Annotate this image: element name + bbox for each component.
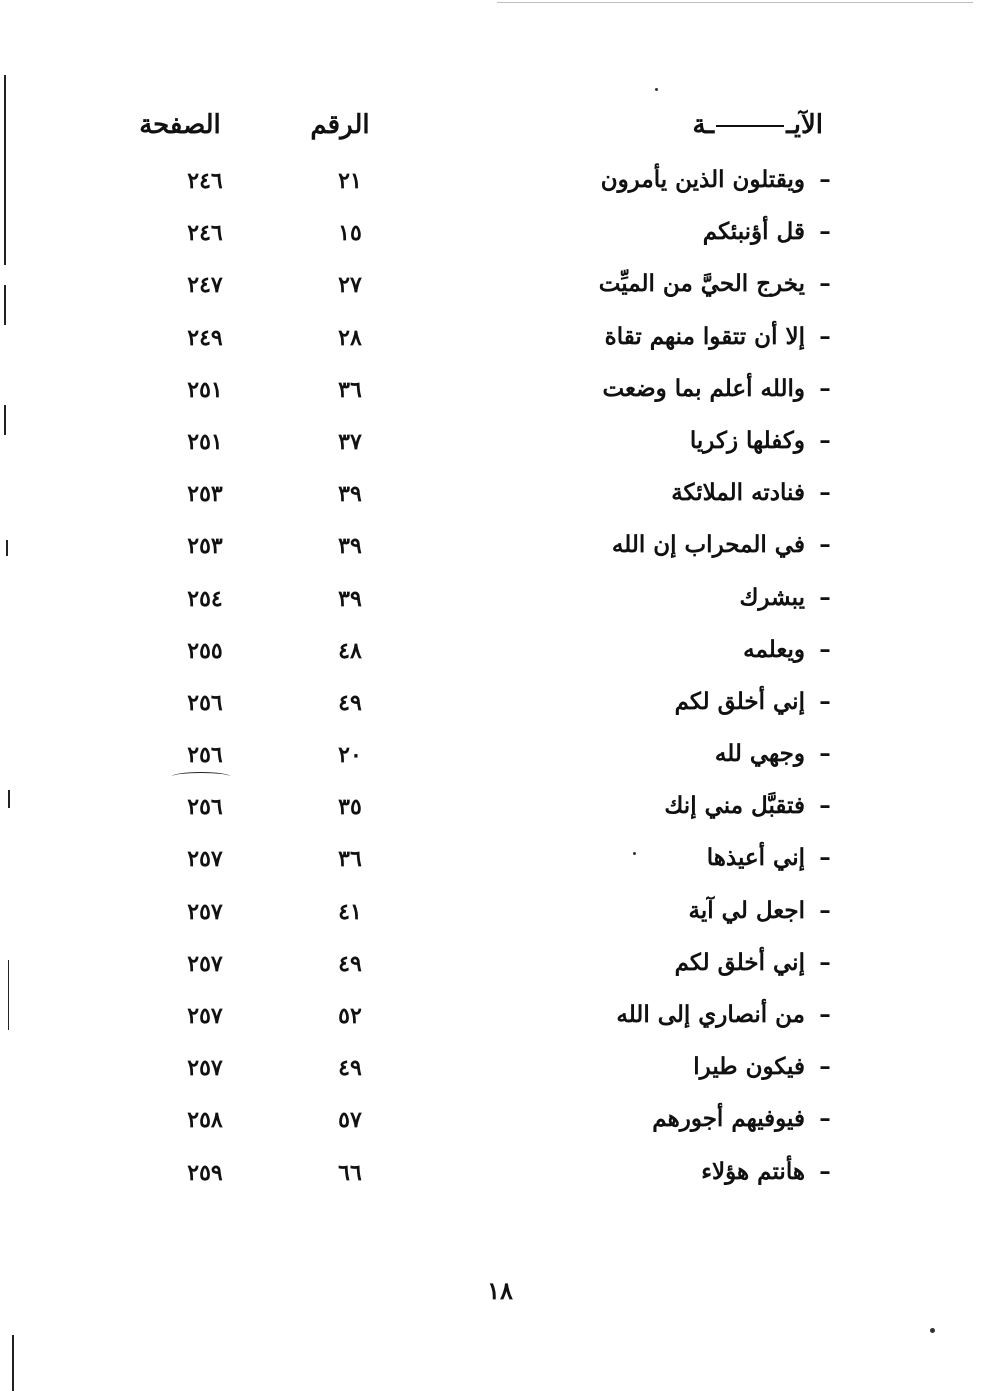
- header-verse-start: الآيـ: [786, 110, 823, 140]
- verse-text: وجهي لله: [714, 740, 805, 768]
- dash: –: [819, 687, 831, 715]
- header-verse-end: ـة: [692, 110, 715, 140]
- dash: –: [819, 1157, 831, 1185]
- verse-text: هأنتم هؤلاء: [701, 1157, 805, 1185]
- speck: [655, 88, 658, 91]
- table-row: [0, 995, 995, 1047]
- edge-mark: [12, 1335, 14, 1391]
- table-row: [0, 682, 995, 734]
- verse-number: ٦٦: [338, 1159, 362, 1186]
- table-row: [0, 160, 995, 212]
- verse-cell: [693, 1053, 837, 1080]
- page-ref: ٢٥٤: [187, 585, 223, 612]
- table-row: [0, 317, 995, 369]
- verse-text: إلا أن تتقوا منهم تقاة: [604, 322, 805, 350]
- verse-number: ٤٩: [338, 689, 362, 716]
- table-row: [0, 369, 995, 421]
- verse-cell: [701, 1158, 837, 1185]
- page-number: ١٨: [487, 1276, 513, 1305]
- verse-text: ويعلمه: [743, 635, 805, 663]
- page-ref: ٢٥٥: [187, 637, 223, 664]
- verse-text: وكفلها زكريا: [689, 426, 805, 454]
- pen-curve-mark: [172, 772, 230, 781]
- dash: –: [819, 166, 831, 193]
- verse-text: فيكون طيرا: [693, 1053, 805, 1081]
- dash: –: [819, 948, 831, 976]
- verse-text: يخرج الحيَّ من الميِّت: [598, 270, 805, 298]
- verse-cell: [703, 218, 837, 245]
- verse-number: ٢٨: [338, 324, 362, 351]
- verse-number: ٣٩: [338, 585, 362, 612]
- page-ref: ٢٥٩: [187, 1159, 223, 1186]
- dash: –: [819, 218, 831, 246]
- dash: –: [819, 322, 831, 350]
- verse-cell: [605, 323, 837, 350]
- verse-text: ويقتلون الذين يأمرون: [600, 166, 805, 193]
- speck: [930, 1328, 935, 1333]
- dash: –: [819, 844, 831, 872]
- page-ref: ٢٥٧: [187, 1003, 223, 1029]
- header-verse-stretch: [716, 125, 784, 127]
- verse-cell: [675, 949, 837, 976]
- verse-number: ٤٨: [338, 637, 362, 664]
- verse-number: ٣٩: [338, 481, 362, 508]
- verse-number: ٣٩: [338, 533, 362, 560]
- dash: –: [819, 1105, 831, 1133]
- verse-text: في المحراب إن الله: [611, 531, 805, 559]
- verse-number: ٢٧: [338, 272, 362, 299]
- verse-text: إني أخلق لكم: [674, 687, 805, 715]
- verse-number: ٤٩: [338, 1055, 362, 1082]
- table-row: [0, 891, 995, 943]
- dash: –: [819, 426, 831, 454]
- verse-cell: [689, 897, 837, 924]
- verse-text: فتقبَّل مني إنك: [664, 792, 805, 820]
- verse-cell: [602, 375, 837, 402]
- table-row: [0, 212, 995, 264]
- page-ref: ٢٥٣: [187, 533, 223, 560]
- page-ref: ٢٤٦: [187, 168, 223, 194]
- table-row: [0, 1152, 995, 1204]
- verse-text: والله أعلم بما وضعت: [602, 374, 805, 402]
- page-ref: ٢٥٦: [187, 742, 223, 769]
- verse-number: ٢١: [338, 168, 362, 194]
- dash: –: [819, 635, 831, 663]
- page-ref: ٢٥٨: [187, 1107, 223, 1134]
- verse-number: ٤١: [338, 898, 362, 925]
- top-rule: [497, 2, 973, 3]
- verse-text: فنادته الملائكة: [671, 479, 805, 507]
- page-ref: ٢٥٦: [187, 689, 223, 716]
- verse-number: ٣٥: [338, 794, 362, 821]
- verse-cell: [671, 479, 837, 506]
- table-row: [0, 838, 995, 890]
- table-row: [0, 264, 995, 316]
- verse-number: ١٥: [338, 220, 362, 247]
- table-row: [0, 1099, 995, 1151]
- page-ref: ٢٥٦: [187, 794, 223, 821]
- verse-text: قل أؤنبئكم: [702, 218, 805, 246]
- verse-cell: [707, 844, 837, 871]
- table-row: [0, 786, 995, 838]
- page-ref: ٢٥٧: [187, 846, 223, 873]
- verse-text: يبشرك: [739, 583, 805, 611]
- verse-cell: [715, 740, 837, 767]
- page-ref: ٢٥١: [187, 428, 223, 455]
- table-row: [0, 578, 995, 630]
- dash: –: [819, 1001, 831, 1028]
- verse-text: إني أخلق لكم: [674, 948, 805, 976]
- verse-cell: [739, 584, 837, 611]
- dash: –: [819, 792, 831, 820]
- verse-number: ٣٦: [338, 846, 362, 873]
- page-ref: ٢٥٧: [187, 950, 223, 977]
- page-ref: ٢٥٧: [187, 1055, 223, 1082]
- dash: –: [819, 896, 831, 924]
- table-row: [0, 525, 995, 577]
- verse-cell: [599, 270, 837, 297]
- page-ref: ٢٤٦: [187, 220, 223, 247]
- table-row: [0, 630, 995, 682]
- verse-number: ٥٢: [338, 1003, 362, 1029]
- verse-cell: [675, 688, 837, 715]
- dash: –: [819, 583, 831, 611]
- verse-number: ٢٠: [338, 742, 362, 769]
- verse-number: ٥٧: [338, 1107, 362, 1134]
- dash: –: [819, 740, 831, 768]
- dash: –: [819, 1053, 831, 1081]
- table-row: [0, 734, 995, 786]
- verse-text: من أنصاري إلى الله: [616, 1001, 805, 1028]
- page-ref: ٢٥٧: [187, 898, 223, 925]
- header-number: الرقم: [310, 110, 370, 140]
- verse-text: اجعل لي آية: [688, 896, 805, 924]
- verse-cell: [652, 1105, 837, 1132]
- page-ref: ٢٤٩: [187, 324, 223, 351]
- verse-number: ٣٦: [338, 376, 362, 403]
- verse-number: ٣٧: [338, 428, 362, 455]
- table-header: [0, 110, 995, 154]
- dash: –: [819, 479, 831, 507]
- dash: –: [819, 270, 831, 298]
- verse-cell: [690, 427, 837, 454]
- verse-text: فيوفيهم أجورهم: [652, 1105, 805, 1133]
- header-page: الصفحة: [139, 110, 221, 140]
- table-row: [0, 1047, 995, 1099]
- verse-cell: [601, 166, 837, 193]
- table-row: [0, 943, 995, 995]
- page-ref: ٢٥٣: [187, 481, 223, 508]
- index-table: [0, 160, 995, 1204]
- page-ref: ٢٤٧: [187, 272, 223, 299]
- verse-cell: [664, 792, 837, 819]
- verse-cell: [616, 1001, 837, 1028]
- verse-cell: [612, 531, 837, 558]
- dash: –: [819, 374, 831, 402]
- header-verse: [693, 110, 823, 140]
- table-row: [0, 473, 995, 525]
- verse-number: ٤٩: [338, 950, 362, 977]
- dash: –: [819, 531, 831, 559]
- verse-text: إني أعيذها: [706, 844, 805, 872]
- verse-cell: [743, 636, 837, 663]
- table-row: [0, 421, 995, 473]
- page-ref: ٢٥١: [187, 376, 223, 403]
